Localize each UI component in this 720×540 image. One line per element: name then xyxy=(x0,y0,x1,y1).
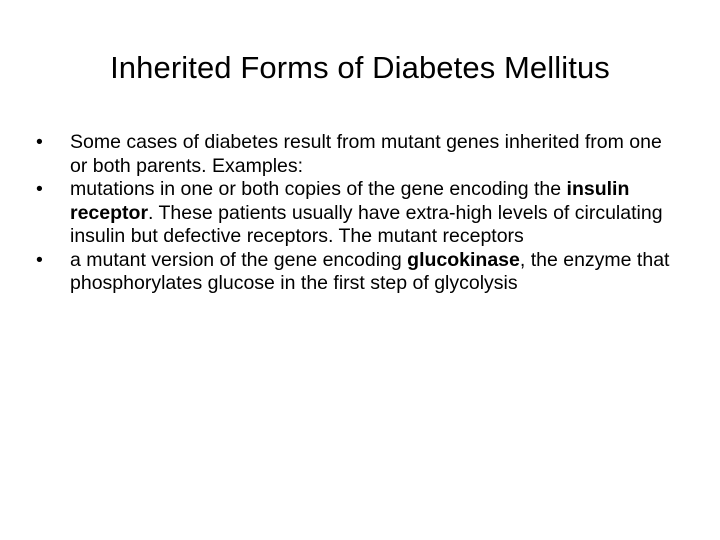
bullet-item-glucokinase xyxy=(36,249,676,296)
bullet-item-intro xyxy=(36,131,676,178)
bold-term-insulin-receptor: insulin receptor xyxy=(70,178,630,224)
bullet-item-insulin-receptor xyxy=(36,178,676,249)
bullet-marker: • xyxy=(36,178,43,200)
bullet-marker: • xyxy=(36,248,43,271)
bullet-text-tail: , the enzyme that phosphorylates glucose in the first step of glycolysis xyxy=(70,248,670,294)
bullet-list xyxy=(36,131,676,296)
bold-term-glucokinase: glucokinase xyxy=(407,248,520,271)
bullet-text: Some cases of diabetes result from mutant genes inherited from one or both parents. Examples: xyxy=(70,131,662,177)
bullet-text-lead: mutations in one or both copies of the gene encoding the xyxy=(70,178,567,200)
bullet-text-lead: a mutant version of the gene encoding xyxy=(70,248,408,271)
bullet-text-tail: . These patients usually have extra-high levels of circulating insulin but defective receptors. The mutant receptors xyxy=(70,201,663,247)
bullet-marker: • xyxy=(36,131,43,153)
slide-title: Inherited Forms of Diabetes Mellitus xyxy=(110,50,610,85)
